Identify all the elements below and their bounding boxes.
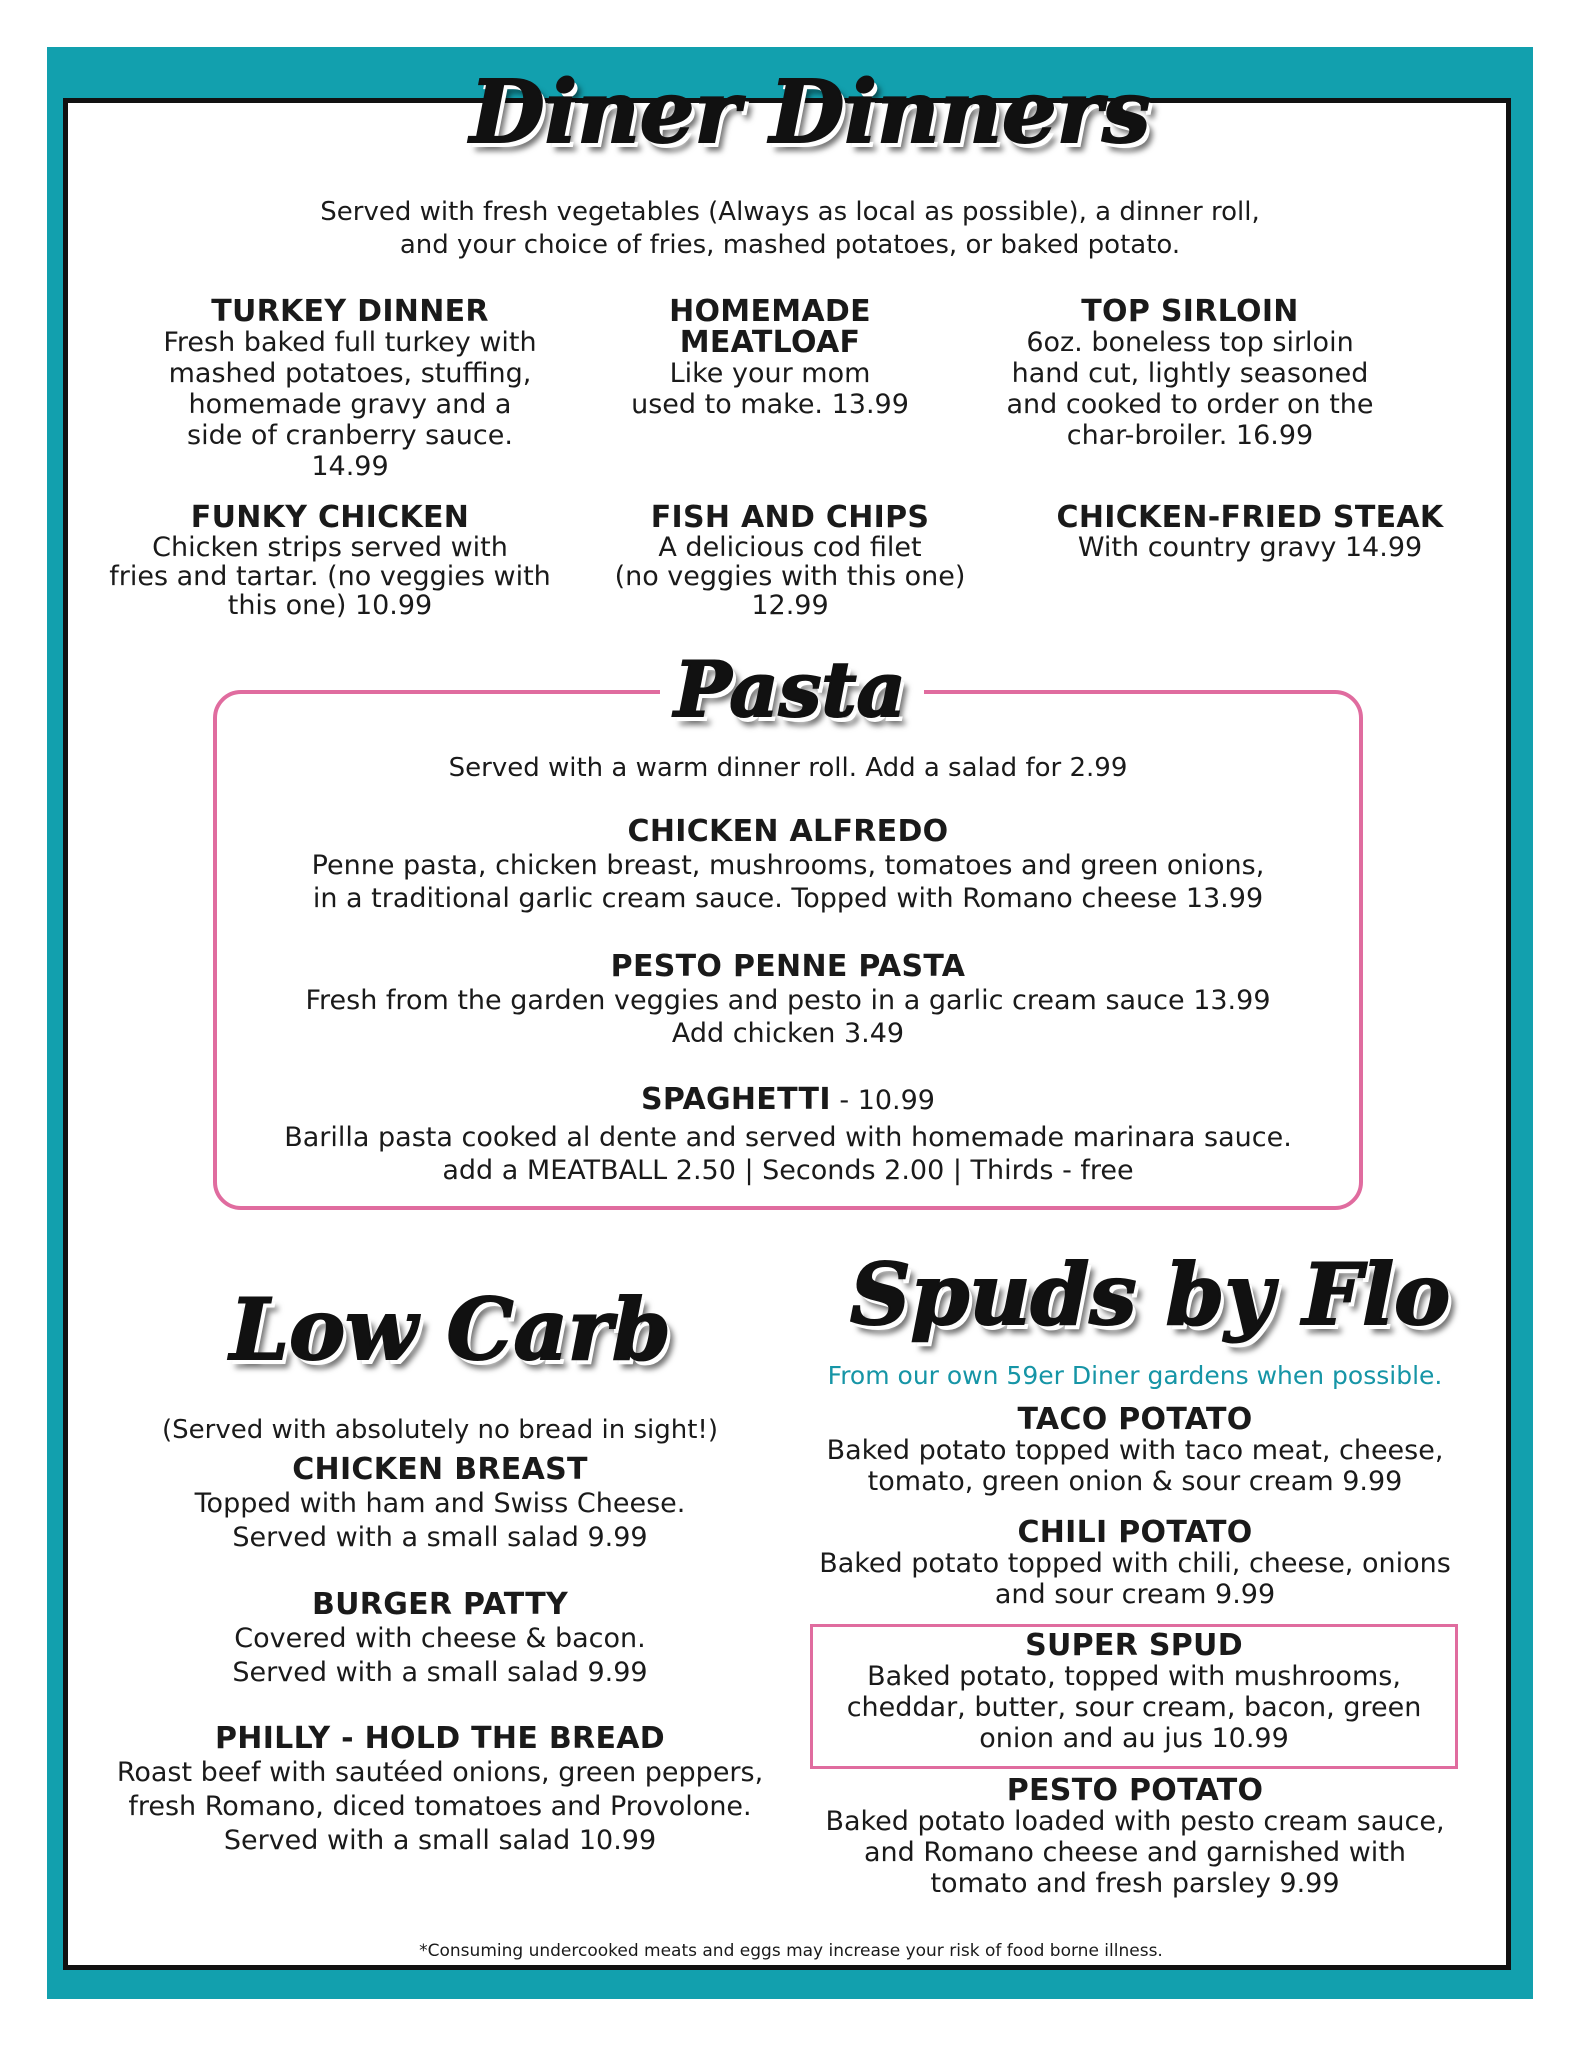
item-title-row bbox=[213, 1084, 1363, 1121]
item-desc-line: 6oz. boneless top sirloin bbox=[1026, 327, 1354, 358]
item-title: TACO POTATO bbox=[1017, 1402, 1253, 1437]
pasta-heading: Pasta bbox=[674, 645, 906, 734]
item-funky-chicken bbox=[100, 502, 560, 620]
item-desc-line: Chicken strips served with bbox=[152, 532, 508, 563]
item-top-sirloin bbox=[960, 296, 1420, 451]
item-turkey-dinner bbox=[130, 296, 570, 482]
item-title: CHICKEN BREAST bbox=[292, 1452, 588, 1487]
item-desc-line: homemade gravy and a bbox=[188, 389, 512, 420]
item-desc-line: Baked potato, topped with mushrooms, bbox=[867, 1661, 1401, 1692]
item-pesto-penne-pasta bbox=[213, 950, 1363, 1050]
item-desc-line: fries and tartar. (no veggies with bbox=[109, 561, 551, 592]
item-title: PHILLY - HOLD THE BREAD bbox=[215, 1721, 665, 1756]
spuds-by-flo-heading: Spuds by Flo bbox=[850, 1245, 1451, 1344]
item-desc-line: in a traditional garlic cream sauce. Topped with Romano cheese 13.99 bbox=[312, 883, 1264, 914]
item-chicken-breast bbox=[100, 1453, 780, 1555]
item-desc-line: side of cranberry sauce. bbox=[187, 420, 513, 451]
pasta-intro: Served with a warm dinner roll. Add a salad for 2.99 bbox=[448, 753, 1128, 783]
item-desc-line: Barilla pasta cooked al dente and served with homemade marinara sauce. bbox=[284, 1122, 1292, 1153]
item-burger-patty bbox=[100, 1588, 780, 1690]
item-title: SPAGHETTI bbox=[641, 1082, 831, 1117]
item-desc-line: Roast beef with sautéed onions, green peppers, bbox=[116, 1757, 764, 1788]
item-title: CHICKEN-FRIED STEAK bbox=[1056, 500, 1444, 535]
item-desc-line: Baked potato topped with taco meat, cheese, bbox=[826, 1435, 1444, 1466]
item-desc-line: (no veggies with this one) bbox=[614, 561, 966, 592]
item-desc-line: Fresh baked full turkey with bbox=[163, 327, 537, 358]
item-desc-line: Penne pasta, chicken breast, mushrooms, tomatoes and green onions, bbox=[311, 850, 1265, 881]
item-desc-line: tomato and fresh parsley 9.99 bbox=[930, 1868, 1340, 1899]
item-fish-and-chips bbox=[580, 502, 1000, 620]
item-desc-line: used to make. 13.99 bbox=[631, 389, 909, 420]
diner-intro bbox=[200, 196, 1380, 262]
item-desc-line: tomato, green onion & sour cream 9.99 bbox=[867, 1466, 1403, 1497]
item-desc-line: cheddar, butter, sour cream, bacon, green bbox=[846, 1692, 1422, 1723]
item-chicken-alfredo bbox=[213, 815, 1363, 915]
item-desc-line: With country gravy 14.99 bbox=[1077, 532, 1423, 563]
low-carb-intro: (Served with absolutely no bread in sight!) bbox=[161, 1415, 719, 1445]
item-desc-line: Baked potato topped with chili, cheese, onions bbox=[819, 1548, 1451, 1579]
item-title: TOP SIRLOIN bbox=[1081, 294, 1299, 329]
item-title: FISH AND CHIPS bbox=[650, 500, 930, 535]
item-homemade-meatloaf bbox=[590, 296, 950, 420]
item-title: PESTO PENNE PASTA bbox=[610, 949, 966, 984]
item-super-spud bbox=[810, 1630, 1458, 1754]
item-title: TURKEY DINNER bbox=[211, 294, 489, 329]
item-desc-line: and cooked to order on the bbox=[1006, 389, 1374, 420]
item-desc-line: and Romano cheese and garnished with bbox=[863, 1837, 1407, 1868]
item-price: 14.99 bbox=[311, 451, 389, 482]
item-desc-line: mashed potatoes, stuffing, bbox=[168, 358, 532, 389]
item-philly-hold-the-bread bbox=[100, 1722, 780, 1858]
item-spaghetti bbox=[213, 1084, 1363, 1187]
item-desc-line: Served with a small salad 10.99 bbox=[223, 1825, 657, 1856]
item-taco-potato bbox=[790, 1404, 1480, 1497]
item-desc-line: Like your mom bbox=[669, 358, 871, 389]
item-desc-line: Served with a small salad 9.99 bbox=[232, 1657, 648, 1688]
spuds-intro: From our own 59er Diner gardens when possible. bbox=[827, 1361, 1443, 1390]
item-title: PESTO POTATO bbox=[1006, 1773, 1264, 1808]
diner-intro-line-1: Served with fresh vegetables (Always as local as possible), a dinner roll, bbox=[320, 197, 1260, 227]
item-desc-line: hand cut, lightly seasoned bbox=[1011, 358, 1369, 389]
item-desc-line: Fresh from the garden veggies and pesto in a garlic cream sauce 13.99 bbox=[305, 985, 1271, 1016]
item-pesto-potato bbox=[790, 1775, 1480, 1899]
item-chicken-fried-steak bbox=[1020, 502, 1480, 562]
item-desc-line: Add chicken 3.49 bbox=[671, 1018, 905, 1049]
item-price: - 10.99 bbox=[830, 1085, 935, 1116]
item-title: BURGER PATTY bbox=[311, 1587, 569, 1622]
item-desc-line: this one) 10.99 bbox=[227, 590, 433, 621]
item-title-line-1: HOMEMADE bbox=[669, 294, 871, 329]
item-desc-line: and sour cream 9.99 bbox=[994, 1579, 1276, 1610]
item-title-line-2: MEATLOAF bbox=[679, 325, 861, 360]
low-carb-heading: Low Carb bbox=[230, 1280, 671, 1379]
item-desc-line: Baked potato loaded with pesto cream sauce, bbox=[825, 1806, 1445, 1837]
food-safety-disclaimer: *Consuming undercooked meats and eggs may increase your risk of food borne illness. bbox=[419, 1941, 1163, 1961]
item-chili-potato bbox=[790, 1517, 1480, 1610]
item-desc-line: Served with a small salad 9.99 bbox=[232, 1522, 648, 1553]
item-title: SUPER SPUD bbox=[1025, 1628, 1243, 1663]
diner-intro-line-2: and your choice of fries, mashed potatoes, or baked potato. bbox=[399, 230, 1181, 260]
item-title: CHILI POTATO bbox=[1017, 1515, 1253, 1550]
item-desc-line: Topped with ham and Swiss Cheese. bbox=[194, 1488, 686, 1519]
item-desc-line: add a MEATBALL 2.50 | Seconds 2.00 | Thirds - free bbox=[442, 1155, 1134, 1186]
item-desc-line: 12.99 bbox=[751, 590, 829, 621]
item-title: CHICKEN ALFREDO bbox=[627, 814, 949, 849]
item-desc-line: A delicious cod filet bbox=[658, 532, 922, 563]
item-title: FUNKY CHICKEN bbox=[190, 500, 470, 535]
item-desc-line: Covered with cheese & bacon. bbox=[234, 1623, 646, 1654]
item-desc-line: char-broiler. 16.99 bbox=[1066, 420, 1314, 451]
diner-dinners-heading: Diner Dinners bbox=[470, 62, 1151, 163]
item-desc-line: fresh Romano, diced tomatoes and Provolone. bbox=[128, 1791, 752, 1822]
item-desc-line: onion and au jus 10.99 bbox=[979, 1723, 1289, 1754]
